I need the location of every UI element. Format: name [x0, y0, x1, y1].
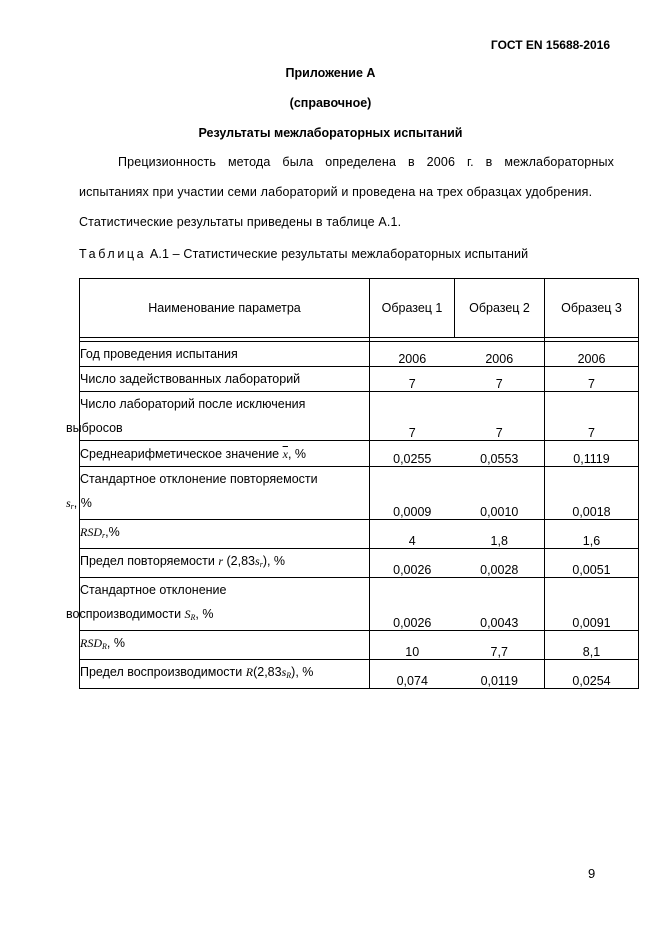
row-name	[66, 467, 370, 520]
symbol: s	[66, 496, 71, 510]
formula-close: ), %	[262, 554, 286, 568]
cell-sample-3: 0,0254	[545, 660, 639, 689]
formula-subscript: r	[259, 560, 263, 569]
row-name-line-2: выбросов	[66, 421, 123, 435]
cell-sample-3: 0,0091	[545, 578, 639, 631]
symbol: R	[245, 665, 254, 679]
cell-sample-3: 8,1	[545, 631, 639, 660]
symbol: S	[184, 607, 191, 621]
cell-sample-2: 1,8	[455, 520, 545, 549]
row-name-prefix: воспроизводимости	[66, 607, 182, 621]
row-name-line-2	[66, 602, 369, 630]
row-name-suffix: , %	[106, 636, 125, 650]
cell-sample-1: 7	[370, 367, 455, 392]
cell-sample-2: 0,0553	[455, 441, 545, 467]
table-row	[80, 392, 639, 441]
table-row	[80, 342, 639, 367]
header-parameter: Наименование параметра	[80, 279, 370, 338]
table-row	[80, 578, 639, 631]
table-caption-label: Таблица	[79, 247, 147, 261]
cell-sample-2: 2006	[455, 342, 545, 367]
body-paragraph-line-2: испытаниях при участии семи лабораторий и проведена на трех образцах удобрения.	[79, 185, 593, 199]
table-row	[80, 520, 639, 549]
row-name-prefix: Предел повторяемости	[80, 554, 215, 568]
row-name-prefix: Среднеарифметическое значение	[80, 447, 280, 461]
row-name-line-2	[66, 491, 369, 519]
formula-close: ), %	[291, 665, 314, 679]
symbol-subscript: r	[102, 531, 106, 540]
symbol-subscript: R	[102, 642, 107, 651]
symbol: RSD	[80, 636, 102, 650]
symbol-subscript: r	[70, 502, 74, 511]
cell-sample-2: 0,0043	[455, 578, 545, 631]
cell-sample-1: 4	[370, 520, 455, 549]
cell-sample-1: 0,0009	[370, 467, 455, 520]
symbol: RSD	[80, 525, 102, 539]
formula-open: (2,83	[253, 665, 282, 679]
header-sample-3: Образец 3	[545, 279, 639, 338]
formula-subscript: R	[286, 671, 292, 680]
cell-sample-1: 7	[370, 392, 455, 441]
results-table	[66, 278, 639, 689]
row-name-line-1: Стандартное отклонение	[80, 583, 227, 597]
cell-sample-2: 0,0010	[455, 467, 545, 520]
body-paragraph-line-3: Статистические результаты приведены в таблице А.1.	[79, 215, 402, 229]
header-sample-2: Образец 2	[455, 279, 545, 338]
cell-sample-2: 0,0119	[455, 660, 545, 689]
cell-sample-3: 0,1119	[545, 441, 639, 467]
cell-sample-3: 7	[545, 392, 639, 441]
symbol-subscript: R	[190, 613, 196, 622]
row-name-prefix: Предел воспроизводимости	[80, 665, 243, 679]
cell-sample-2: 7	[455, 367, 545, 392]
cell-sample-3: 0,0018	[545, 467, 639, 520]
row-name-line-1: Стандартное отклонение повторяемости	[80, 472, 318, 486]
row-name	[80, 549, 370, 578]
page-number: 9	[588, 866, 596, 881]
row-name: Год проведения испытания	[80, 342, 370, 367]
row-name-suffix: , %	[73, 496, 92, 510]
standard-number: ГОСТ EN 15688-2016	[490, 38, 610, 52]
row-name-suffix: , %	[195, 607, 214, 621]
table-row	[80, 660, 639, 689]
cell-sample-1: 2006	[370, 342, 455, 367]
table-caption	[79, 247, 614, 261]
cell-sample-2: 7	[455, 392, 545, 441]
cell-sample-1: 0,0026	[370, 549, 455, 578]
row-name	[66, 578, 370, 631]
row-name	[80, 520, 370, 549]
table-header-row	[80, 279, 639, 338]
table-row	[80, 367, 639, 392]
appendix-type: (справочное)	[289, 96, 372, 110]
row-name-line-1: Число лабораторий после исключения	[80, 397, 306, 411]
cell-sample-3: 2006	[545, 342, 639, 367]
table-caption-text: А.1 – Статистические результаты межлабораторных испытаний	[149, 247, 529, 261]
cell-sample-3: 0,0051	[545, 549, 639, 578]
cell-sample-1: 0,0026	[370, 578, 455, 631]
table-row	[80, 549, 639, 578]
cell-sample-1: 0,0255	[370, 441, 455, 467]
row-name-suffix: , %	[287, 447, 307, 461]
cell-sample-1: 0,074	[370, 660, 455, 689]
cell-sample-3: 1,6	[545, 520, 639, 549]
row-name-suffix: ,%	[105, 525, 120, 539]
cell-sample-3: 7	[545, 367, 639, 392]
table-row	[80, 441, 639, 467]
table-row	[80, 467, 639, 520]
formula-symbol: s	[281, 665, 287, 679]
row-name	[80, 660, 370, 689]
row-name: Число задействованных лабораторий	[80, 367, 370, 392]
cell-sample-1: 10	[370, 631, 455, 660]
row-name	[80, 631, 370, 660]
appendix-title: Приложение А	[285, 66, 376, 80]
body-paragraph-line-1: Прецизионность метода была определена в 2006 г. в межлабораторных	[118, 155, 614, 169]
row-name	[66, 392, 370, 441]
symbol: r	[218, 554, 224, 568]
header-sample-1: Образец 1	[370, 279, 455, 338]
mean-symbol: $\overline{x}$	[282, 447, 288, 461]
formula-open: (2,83	[226, 554, 256, 568]
cell-sample-2: 7,7	[455, 631, 545, 660]
table-row	[80, 631, 639, 660]
appendix-heading: Результаты межлабораторных испытаний	[198, 126, 463, 140]
cell-sample-2: 0,0028	[455, 549, 545, 578]
row-name	[80, 441, 370, 467]
formula-symbol: s	[255, 554, 260, 568]
